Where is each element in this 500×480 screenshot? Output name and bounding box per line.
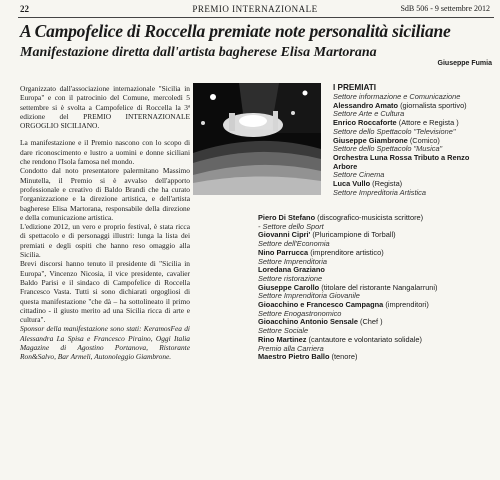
winner-role: (Regista): [372, 179, 403, 189]
prize-category: Settore dello Spettacolo "Musica": [333, 144, 443, 154]
winner-name: Giuseppe Carollo: [258, 282, 320, 292]
winner-role: (Chef ): [360, 317, 383, 327]
page-header: [20, 4, 490, 18]
header-rule: [18, 17, 494, 18]
prize-category: Settore dello Spettacolo "Televisione": [333, 126, 456, 136]
winner-role: (titolare del ristorante Nangalarruni): [321, 282, 438, 292]
winner-role: (imprenditore artistico): [310, 247, 384, 257]
winner-name: Nino Parrucca: [258, 247, 309, 257]
winner-name: Loredana Graziano: [258, 265, 325, 275]
winner-name: Rino Martinez: [258, 334, 307, 344]
prize-category: Settore Imprenditoria Giovanile: [258, 291, 360, 301]
prize-list-lower: [258, 214, 494, 362]
winner-role: (Pluricampione di Torball): [312, 230, 396, 240]
winner-name: Luca Vullo: [333, 179, 371, 189]
winner-role: (imprenditori): [385, 300, 429, 310]
page-number: 22: [20, 4, 29, 14]
crowd-stage-photo-icon: [193, 83, 321, 195]
prize-category: Settore Cinema: [333, 170, 385, 180]
event-photo: [193, 83, 321, 195]
prize-entry: [258, 353, 494, 362]
article-body: [20, 84, 190, 362]
subheadline: Manifestazione diretta dall'artista bagherese Elisa Martorana: [20, 45, 377, 60]
winner-role: (Comico): [409, 135, 440, 145]
prize-category: Settore Enogastronomico: [258, 308, 342, 318]
author-byline: Giuseppe Fumia: [437, 60, 492, 67]
headline: A Campofelice di Roccella premiate note personalità siciliane: [20, 21, 451, 41]
prize-category: Settore Sociale: [258, 326, 309, 336]
winner-name: Giuseppe Giambrone: [333, 135, 408, 145]
paragraph: L'edizione 2012, un vero e proprio festival, è stata ricca di spettacolo e di personaggi illustri: lunga la lista dei premiati e degli ospiti che hanno reso omaggio alla Sicilia.: [20, 222, 190, 260]
winner-name: Alessandro Amato: [333, 100, 399, 110]
winner-name: Orchestra Luna Rossa Tributo a Renzo Arbore: [333, 152, 470, 171]
winner-name: Piero Di Stefano: [258, 213, 316, 222]
winner-role: (Attore e Regista ): [398, 118, 459, 128]
winner-name: Gioacchino Antonio Sensale: [258, 317, 358, 327]
winner-role: (cantautore e volontariato solidale): [308, 334, 422, 344]
paragraph: La manifestazione e il Premio nascono con lo scopo di dare riconoscimento e lustro a uomini e donne siciliani che rendono l'Isola famosa nel mondo.: [20, 138, 190, 167]
prize-category: Settore Arte e Cultura: [333, 109, 405, 119]
prize-category: - Settore dello Sport: [258, 221, 324, 231]
winner-name: Maestro Pietro Ballo: [258, 352, 330, 362]
prize-list-upper: [333, 83, 493, 197]
section-title: PREMIO INTERNAZIONALE: [192, 4, 318, 14]
prize-category: Settore dell'Economia: [258, 239, 330, 249]
winner-name: Gioacchino e Francesco Campagna: [258, 300, 384, 310]
prize-category: Settore Imprenditoria: [258, 256, 328, 266]
paragraph: Condotto dal noto presentatore palermitano Massimo Minutella, il Premio si è avvalso dell'apporto professionale e creativo di Baldo Brandi che ha curato l'organizzazione e la direzione artistica, e dell'artista bagherese Elisa Martorana, responsabile della direzione e della comunicazione artistica.: [20, 166, 190, 222]
issue-info: SdB 506 - 9 settembre 2012: [400, 4, 490, 13]
winner-name: Giovanni Cipri': [258, 230, 311, 240]
prize-category: Premio alla Carriera: [258, 343, 324, 353]
paragraph: Brevi discorsi hanno tenuto il presidente di "Sicilia in Europa", Vincenzo Nicosia, il vice presidente, cavalier Baldo Parisi e il sindaco di Campofelice di Roccella Francesco Vasta. Tutti si sono dichiarati orgogliosi di questa manifestazione "che dà – ha sottolineato il primo cittadino - il giusto merito ad una Sicilia ricca di arte e cultura".: [20, 259, 190, 325]
paragraph: Organizzato dall'associazione internazionale "Sicilia in Europa" e con il patrocinio del Comune, mercoledì 5 settembre si è svolta a Campofelice di Roccella la 3ª edizione del PREMIO INTERNAZIONALE ORGOGLIO SICILIANO.: [20, 84, 190, 131]
winner-role: (discografico-musicista scrittore): [317, 213, 424, 222]
prize-list-title: I PREMIATI: [333, 83, 377, 92]
winner-role: (tenore): [331, 352, 358, 362]
sponsor-note: Sponsor della manifestazione sono stati: KeramosFea di Alessandra La Spisa e Francesco Piraino, Oggi Italia Magazine di Agostino Portanova, Ristorante Ron&Salvo, Bar Armeli, Autonoleggio Giambrone.: [20, 324, 190, 362]
prize-category: Settore ristorazione: [258, 273, 323, 283]
prize-category: Settore Impreditoria Artistica: [333, 187, 426, 197]
winner-role: (giornalista sportivo): [400, 100, 467, 110]
winner-name: Enrico Roccaforte: [333, 118, 397, 128]
prize-category: Settore informazione e Comunicazione: [333, 92, 461, 101]
